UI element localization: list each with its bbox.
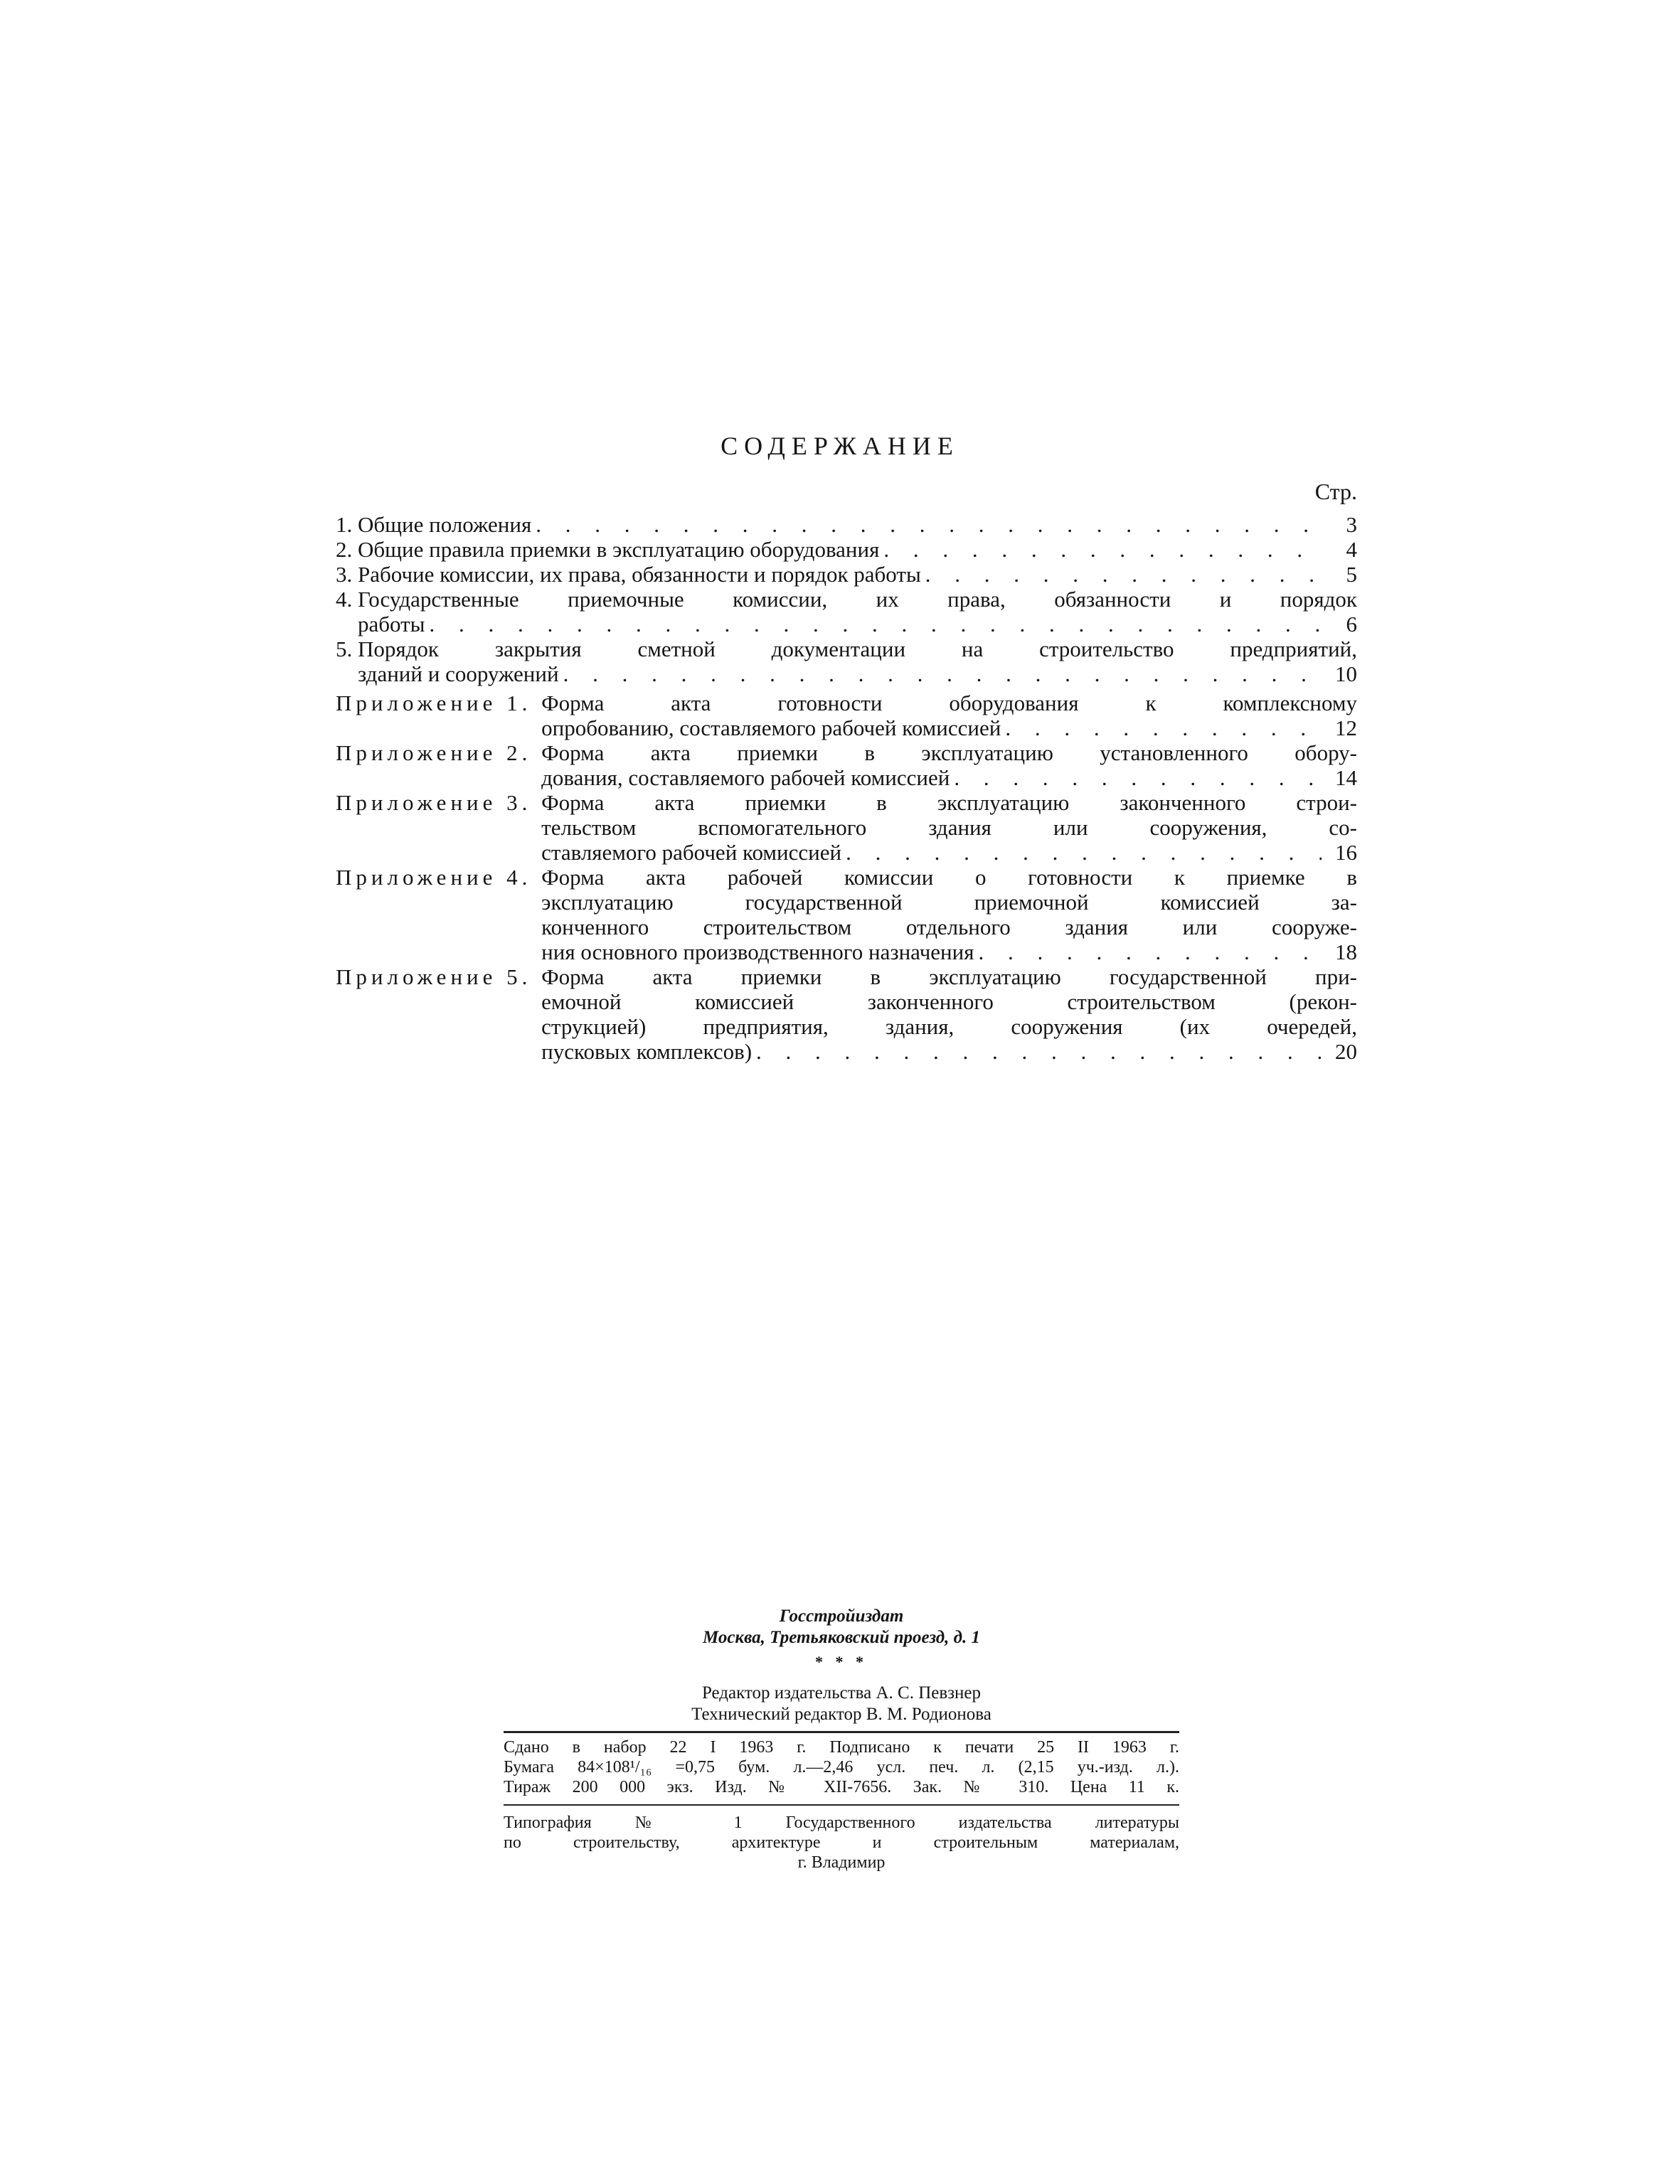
toc-entry-line: струкцией) предприятия, здания, сооружения (их очередей, xyxy=(541,1014,1357,1039)
dot-leader xyxy=(430,612,1322,636)
toc-entry-line xyxy=(358,562,1357,587)
toc-page-number: 12 xyxy=(1335,715,1357,740)
toc-entry-line-text: пусковых комплексов) xyxy=(541,1039,753,1064)
dot-leader xyxy=(883,537,1322,562)
toc-entry-number: Приложение 1. xyxy=(336,691,542,715)
print-details xyxy=(504,1737,1179,1797)
typography-line: по строительству, архитектуре и строительным материалам, xyxy=(504,1833,1179,1852)
dot-leader xyxy=(536,512,1322,537)
toc-page-number: 6 xyxy=(1346,612,1357,636)
toc-entries xyxy=(336,512,1357,1064)
toc-entry-line: конченного строительством отдельного здания или сооруже- xyxy=(541,915,1357,939)
publisher-address: Москва, Третьяковский проезд, д. 1 xyxy=(702,1628,981,1647)
dot-leader xyxy=(979,939,1322,964)
toc-entry xyxy=(336,562,1357,587)
toc-entry-line-text: дования, составляемого рабочей комиссией xyxy=(541,765,950,790)
toc-entry xyxy=(336,587,1357,636)
toc-entry-line: Государственные приемочные комиссии, их права, обязанности и порядок xyxy=(358,587,1357,612)
imprint xyxy=(504,1606,1179,1873)
toc-entry-line-text: Рабочие комиссии, их права, обязанности и порядок работы xyxy=(358,562,921,587)
toc-page-number: 20 xyxy=(1335,1039,1357,1064)
print-detail-line: Бумага 84×108¹/₁₆ =0,75 бум. л.—2,46 усл. печ. л. (2,15 уч.-изд. л.). xyxy=(504,1758,1179,1777)
tech-editor-line: Технический редактор В. М. Родионова xyxy=(691,1705,991,1724)
toc-entry-line xyxy=(358,612,1357,636)
toc-entry xyxy=(336,537,1357,562)
toc-entry-number: Приложение 5. xyxy=(336,964,542,989)
toc-entry-line xyxy=(541,715,1357,740)
toc-entry xyxy=(336,636,1357,686)
toc-entry xyxy=(336,790,1357,865)
toc-page-number: 14 xyxy=(1335,765,1357,790)
publisher-name: Госстройиздат xyxy=(779,1607,904,1626)
dot-leader xyxy=(954,765,1322,790)
toc-entry-line xyxy=(358,512,1357,537)
dot-leader xyxy=(563,661,1322,686)
toc-entry-number: 4. xyxy=(336,587,358,612)
toc-entry-text xyxy=(541,865,1357,964)
toc-entry-line: Порядок закрытия сметной документации на строительство предприятий, xyxy=(358,636,1357,661)
toc-entry xyxy=(336,740,1357,790)
toc-entry-line xyxy=(541,840,1357,865)
toc-entry-text xyxy=(541,740,1357,790)
print-detail-line: Тираж 200 000 экз. Изд. № XII-7656. Зак. № 310. Цена 11 к. xyxy=(504,1778,1179,1796)
toc-entry-text xyxy=(358,636,1357,686)
toc-entry-text xyxy=(358,562,1357,587)
toc-entry-line-text: зданий и сооружений xyxy=(358,661,559,686)
toc-entry-text xyxy=(358,587,1357,636)
toc-entry xyxy=(336,964,1357,1064)
dot-leader xyxy=(925,562,1322,587)
toc-entry-line-text: Общие правила приемки в эксплуатацию оборудования xyxy=(358,537,880,562)
dot-leader xyxy=(846,840,1322,865)
toc-entry-line-text: ставляемого рабочей комиссией xyxy=(541,840,842,865)
toc-page-number: 3 xyxy=(1346,512,1357,537)
toc-entry-text xyxy=(358,512,1357,537)
toc-entry-number: 3. xyxy=(336,562,358,587)
toc-entry-line xyxy=(358,537,1357,562)
toc-entry-line: Форма акта готовности оборудования к комплексному xyxy=(541,691,1357,715)
toc-entry-number: Приложение 2. xyxy=(336,740,542,765)
toc-entry xyxy=(336,865,1357,964)
editor-line: Редактор издательства А. С. Певзнер xyxy=(701,1683,982,1703)
toc-entry-text xyxy=(541,964,1357,1064)
toc-entry-text xyxy=(541,691,1357,740)
page-column-label: Стр. xyxy=(1314,479,1357,504)
toc-entry-text xyxy=(358,537,1357,562)
dot-leader xyxy=(756,1039,1322,1064)
toc-page-number: 18 xyxy=(1335,939,1357,964)
dot-leader xyxy=(1005,715,1322,740)
page-title: СОДЕРЖАНИЕ xyxy=(721,432,959,460)
toc-entry-line-text: работы xyxy=(358,612,425,636)
typography-line: г. Владимир xyxy=(797,1853,886,1872)
toc-entry-line-text: ния основного производственного назначения xyxy=(541,939,974,964)
toc-entry-line: эксплуатацию государственной приемочной комиссией за- xyxy=(541,890,1357,915)
toc-entry-line xyxy=(541,939,1357,964)
toc-entry-line: Форма акта приемки в эксплуатацию государственной при- xyxy=(541,964,1357,989)
toc-entry-number: Приложение 4. xyxy=(336,865,542,890)
toc-entry-line xyxy=(541,1039,1357,1064)
toc-entry xyxy=(336,512,1357,537)
typography-line: Типография № 1 Государственного издательства литературы xyxy=(504,1813,1179,1832)
print-detail-line: Сдано в набор 22 I 1963 г. Подписано к печати 25 II 1963 г. xyxy=(504,1738,1179,1757)
toc-entry xyxy=(336,691,1357,740)
imprint-rule-top xyxy=(504,1731,1179,1733)
separator-stars: * * * xyxy=(815,1653,868,1671)
toc-entry-number: Приложение 3. xyxy=(336,790,542,815)
toc-page-number: 4 xyxy=(1346,537,1357,562)
toc-entry-line: емочной комиссией законченного строительством (рекон- xyxy=(541,989,1357,1014)
toc-entry-line: тельством вспомогательного здания или сооружения, со- xyxy=(541,815,1357,840)
toc-entry-text xyxy=(541,790,1357,865)
toc-entry-line xyxy=(358,661,1357,686)
toc-page-number: 10 xyxy=(1335,661,1357,686)
imprint-rule-bottom xyxy=(504,1804,1179,1806)
toc-entry-number: 2. xyxy=(336,537,358,562)
toc-entry-line-text: опробованию, составляемого рабочей комиссией xyxy=(541,715,1001,740)
toc-page-number: 16 xyxy=(1335,840,1357,865)
toc-entry-line: Форма акта приемки в эксплуатацию законченного строи- xyxy=(541,790,1357,815)
toc-entry-line-text: Общие положения xyxy=(358,512,532,537)
toc-entry-number: 5. xyxy=(336,636,358,661)
table-of-contents xyxy=(336,474,1357,1064)
toc-entry-line xyxy=(541,765,1357,790)
toc-entry-number: 1. xyxy=(336,512,358,537)
toc-page-number: 5 xyxy=(1346,562,1357,587)
typography-details xyxy=(504,1813,1179,1873)
toc-entry-line: Форма акта рабочей комиссии о готовности к приемке в xyxy=(541,865,1357,890)
toc-entry-line: Форма акта приемки в эксплуатацию установленного обору- xyxy=(541,740,1357,765)
